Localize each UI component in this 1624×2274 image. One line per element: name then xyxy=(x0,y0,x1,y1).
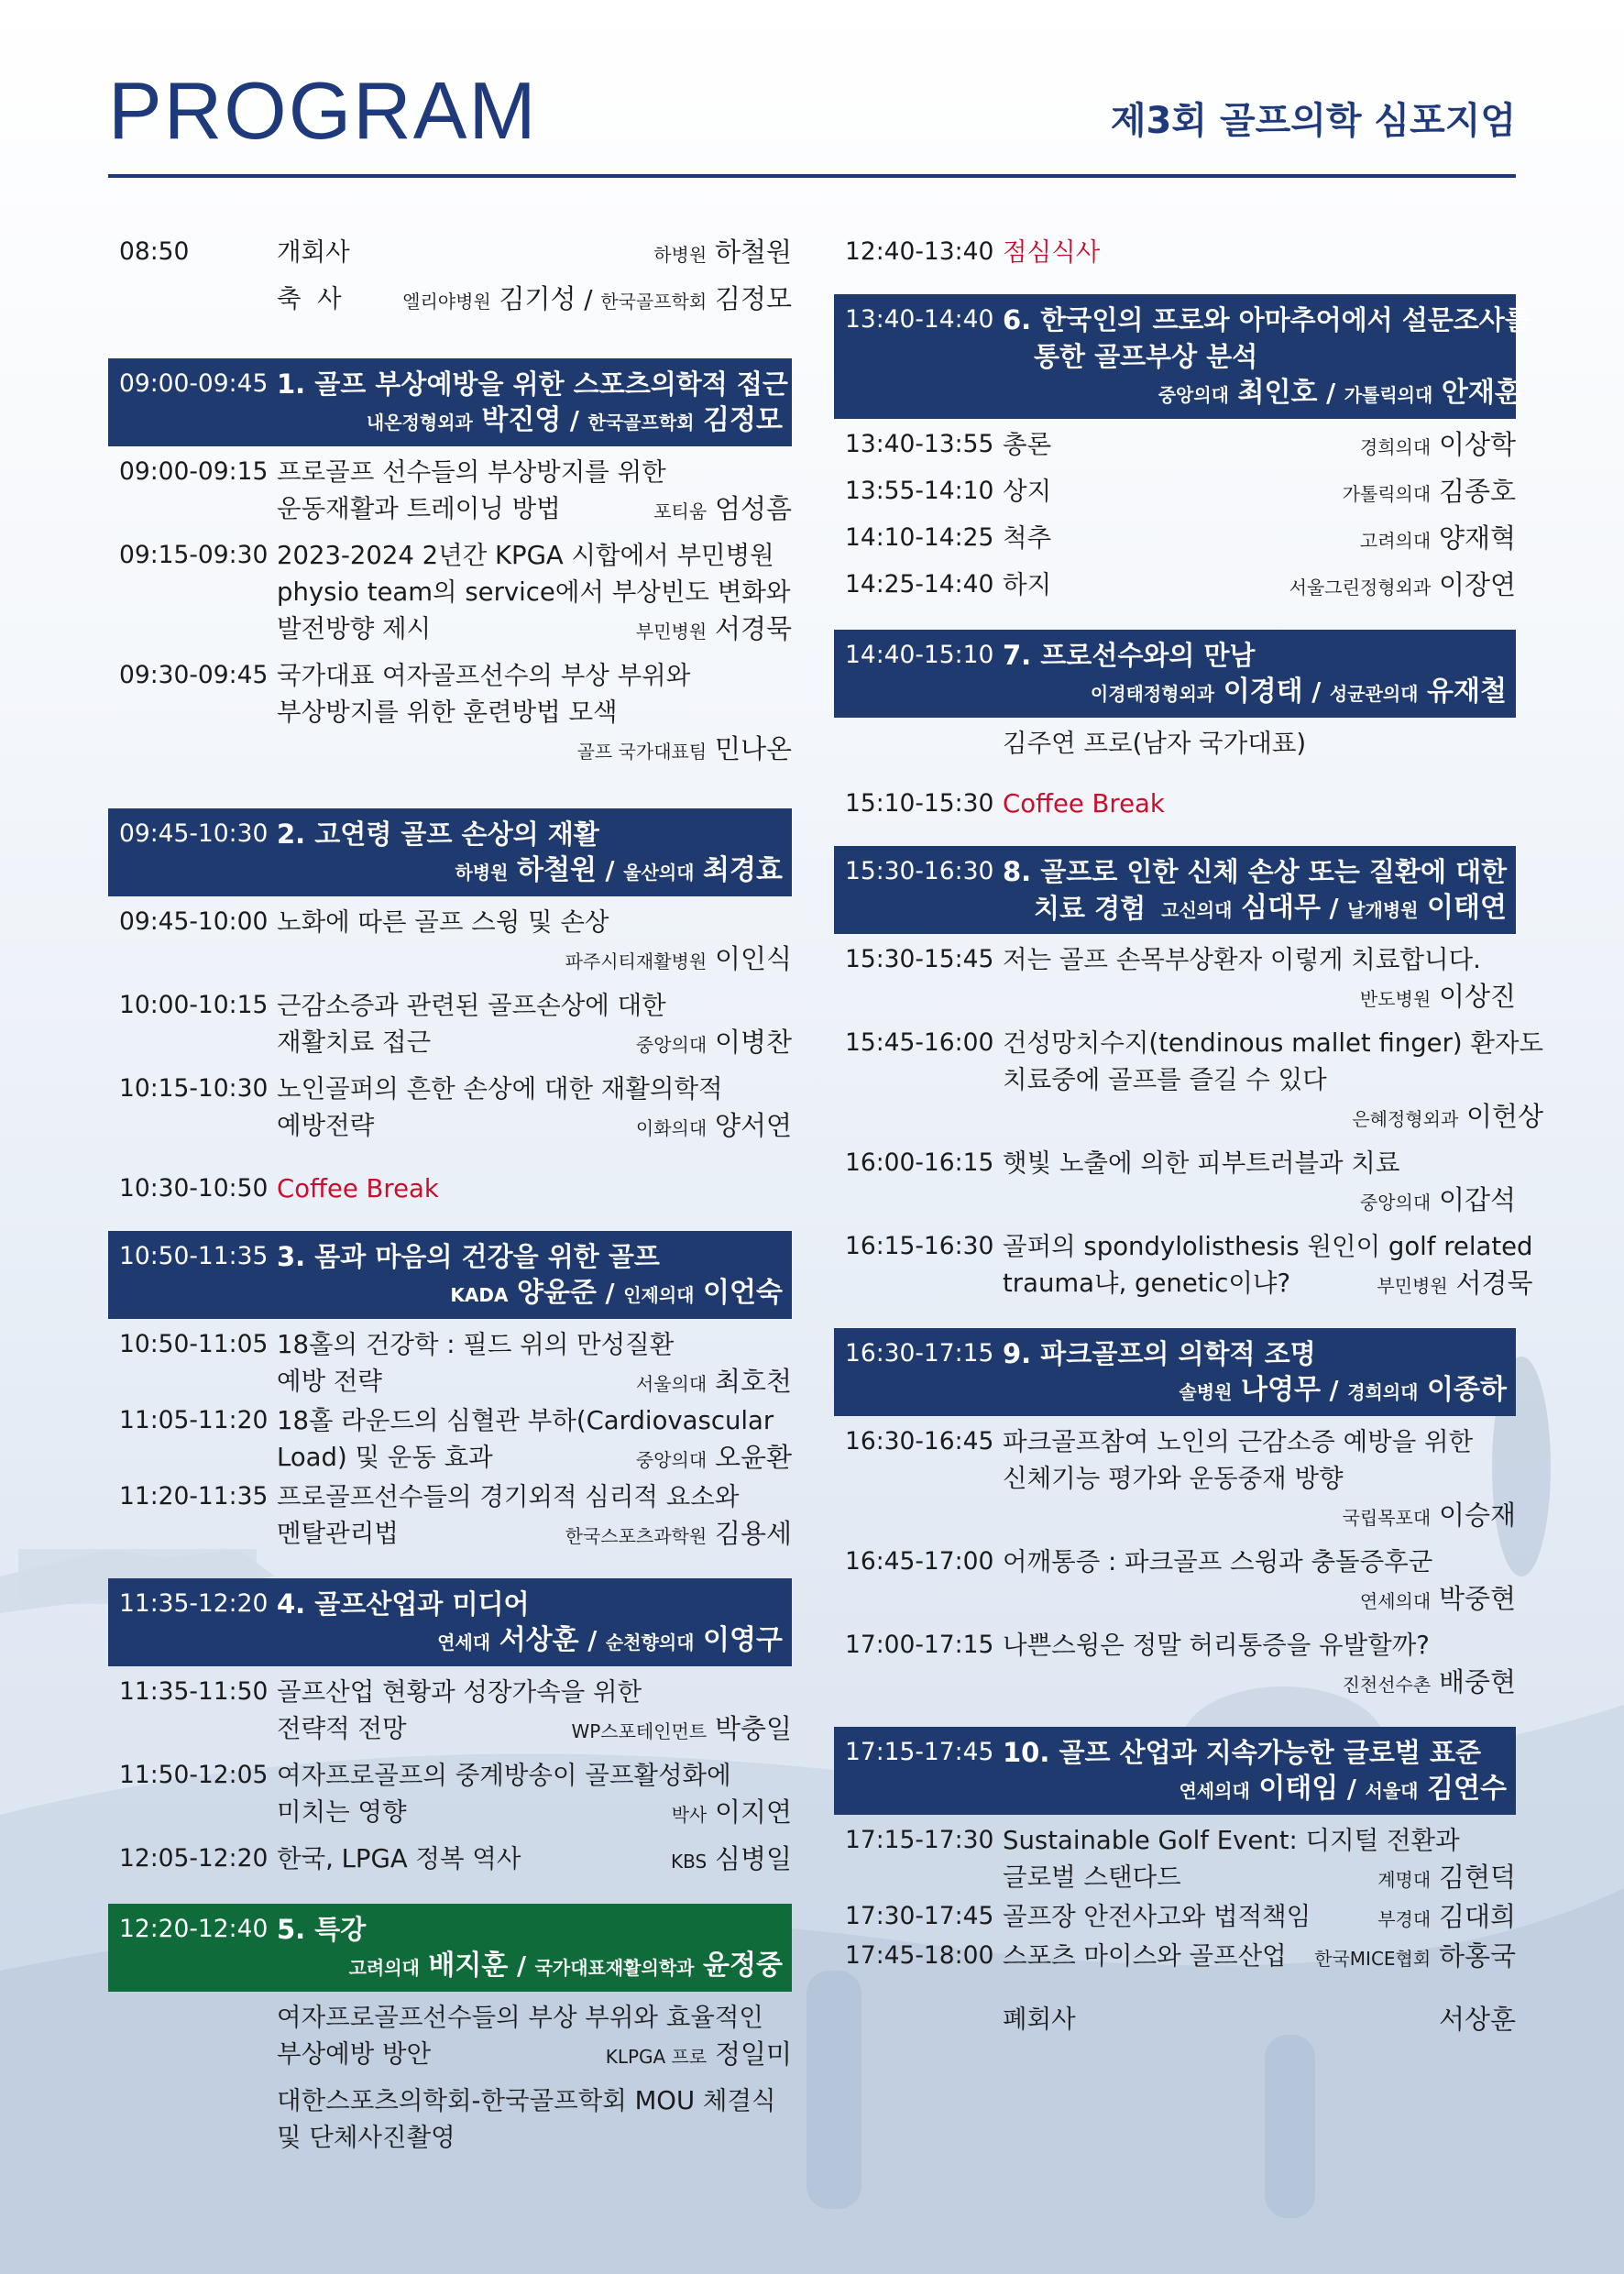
time-slot: 12:40-13:40 xyxy=(845,237,994,266)
talk-row xyxy=(834,941,1516,1017)
talk-title: Load) 및 운동 효과 xyxy=(277,1443,493,1472)
speaker-name: 이승재 xyxy=(1438,1500,1516,1531)
speaker-name: 양서연 xyxy=(714,1110,792,1141)
talk-title: 전략적 전망 xyxy=(277,1714,407,1743)
talk-title: physio team의 service에서 부상빈도 변화와 xyxy=(277,577,791,607)
time-slot: 09:45-10:00 xyxy=(119,907,269,936)
speaker-name: 김대희 xyxy=(1438,1901,1516,1932)
time-slot: 16:00-16:15 xyxy=(845,1148,994,1177)
speaker-name: 이장연 xyxy=(1438,569,1516,600)
speaker-affiliation: 중앙의대 xyxy=(1158,384,1229,406)
speaker-affiliation: 포티움 xyxy=(653,500,708,522)
item-label: 축 사 xyxy=(277,284,342,313)
speaker-name: 이갑석 xyxy=(1438,1184,1516,1215)
speaker-affiliation: 성균관의대 xyxy=(1329,683,1419,705)
talk-row xyxy=(834,566,1516,606)
talk-row xyxy=(108,1999,792,2075)
speaker-name: 이헌상 xyxy=(1466,1101,1544,1132)
talk-row xyxy=(834,1423,1516,1536)
speaker-name: 안재훈 xyxy=(1441,377,1521,409)
speaker-name: 이태임 xyxy=(1258,1773,1339,1805)
talk-row xyxy=(834,1025,1544,1137)
speaker-affiliation: 부민병원 xyxy=(1377,1275,1448,1297)
speaker-affiliation: 울산의대 xyxy=(623,862,695,884)
speaker-affiliation: 한국골프학회 xyxy=(600,291,708,313)
talk-row xyxy=(108,1757,792,1833)
speaker-affiliation: 부경대 xyxy=(1377,1908,1432,1930)
talk-title: 어깨통증 : 파크골프 스윙과 충돌증후군 xyxy=(1003,1547,1433,1576)
talk-title: 재활치료 접근 xyxy=(277,1027,432,1057)
time-slot: 17:30-17:45 xyxy=(845,1902,994,1930)
speaker-name: 최경효 xyxy=(703,854,783,886)
speaker-affiliation: 솔병원 xyxy=(1179,1381,1233,1403)
talk-title: 신체기능 평가와 운동중재 방향 xyxy=(1003,1464,1344,1493)
speaker-affiliation: 중앙의대 xyxy=(635,1034,708,1056)
speaker-affiliation: 서울대 xyxy=(1365,1780,1419,1802)
talk-title: 대한스포츠의학회-한국골프학회 MOU 체결식 xyxy=(277,2086,776,2115)
speaker-name: 이경태 xyxy=(1223,676,1303,708)
talk-row xyxy=(108,454,792,530)
item-label: 점심식사 xyxy=(1003,237,1101,267)
speaker-name: 양재혁 xyxy=(1438,522,1516,554)
speaker-name: 심병일 xyxy=(714,1843,792,1874)
speaker-affiliation: 인제의대 xyxy=(623,1284,695,1306)
time-slot: 09:30-09:45 xyxy=(119,661,269,689)
session-3-header: 10:50-11:35 3. 몸과 마음의 건강을 위한 골프 KADA 양윤준 / 인제의대 이언숙 xyxy=(108,1231,792,1319)
speaker-affiliation: 골프 국가대표팀 xyxy=(576,741,708,763)
speaker-name: 양윤준 xyxy=(517,1277,597,1309)
talk-row xyxy=(834,1627,1516,1703)
time-slot: 12:20-12:40 xyxy=(119,1915,269,1943)
speaker-affiliation: 국가대표재활의학과 xyxy=(534,1957,695,1979)
time-slot: 08:50 xyxy=(119,237,190,266)
speaker-name: 김정모 xyxy=(714,283,792,314)
left-column xyxy=(108,234,792,2156)
time-slot: 10:00-10:15 xyxy=(119,991,269,1019)
time-slot: 13:40-13:55 xyxy=(845,430,994,458)
talk-title: 파크골프참여 노인의 근감소증 예방을 위한 xyxy=(1003,1427,1474,1456)
speaker-name: 서상훈 xyxy=(1438,2004,1516,2035)
session-title: 7. 프로선수와의 만남 xyxy=(1003,640,1256,671)
talk-row xyxy=(108,1840,792,1880)
session-9-header: 16:30-17:15 9. 파크골프의 의학적 조명 솔병원 나영무 / 경희의대 이종하 xyxy=(834,1328,1516,1416)
talk-title: 및 단체사진촬영 xyxy=(277,2123,455,2152)
speaker-affiliation: 고려의대 xyxy=(1359,530,1432,552)
talk-title: 여자프로골프선수들의 부상 부위와 효율적인 xyxy=(277,2003,763,2032)
speaker-affiliation: 반도병원 xyxy=(1359,988,1432,1010)
event-subtitle: 제3회 골프의학 심포지엄 xyxy=(1110,100,1516,142)
session-title: 8. 골프로 인한 신체 손상 또는 질환에 대한 xyxy=(1003,856,1508,887)
speaker-affiliation: 서울의대 xyxy=(635,1373,708,1395)
speaker-name: 김정모 xyxy=(703,404,783,436)
speaker-name: 김기성 xyxy=(499,283,576,314)
speaker-affiliation: 중앙의대 xyxy=(635,1449,708,1471)
speaker-affiliation: 연세의대 xyxy=(1359,1590,1432,1612)
speaker-affiliation: 계명대 xyxy=(1377,1869,1432,1891)
session-4-header: 11:35-12:20 4. 골프산업과 미디어 연세대 서상훈 / 순천향의대 이영구 xyxy=(108,1578,792,1666)
speaker-name: 김현덕 xyxy=(1438,1862,1516,1893)
speaker-affiliation: 고려의대 xyxy=(348,1957,420,1979)
speaker-name: 서경묵 xyxy=(714,613,792,644)
speaker-name: 유재철 xyxy=(1427,676,1507,708)
time-slot: 09:45-10:30 xyxy=(119,819,269,848)
speaker-name: 이종하 xyxy=(1427,1374,1507,1406)
talk-title: 노인골퍼의 흔한 손상에 대한 재활의학적 xyxy=(277,1074,723,1104)
talk-row xyxy=(834,1145,1516,1221)
talk-row xyxy=(108,2082,792,2156)
speaker-name: 오윤환 xyxy=(714,1442,792,1473)
guest-row xyxy=(834,725,1516,762)
time-slot: 16:15-16:30 xyxy=(845,1232,994,1260)
right-column xyxy=(834,234,1544,2038)
time-slot: 10:50-11:35 xyxy=(119,1242,269,1270)
speaker-affiliation: 서울그린정형외과 xyxy=(1289,577,1432,599)
talk-title: 척추 xyxy=(1003,523,1052,553)
time-slot: 09:00-09:45 xyxy=(119,369,269,398)
talk-row xyxy=(108,537,792,650)
session-10-header: 17:15-17:45 10. 골프 산업과 지속가능한 글로벌 표준 연세의대 이태임 / 서울대 김연수 xyxy=(834,1727,1516,1815)
talk-title: 상지 xyxy=(1003,477,1052,506)
header-divider xyxy=(108,174,1516,178)
talk-title: 치료중에 골프를 즐길 수 있다 xyxy=(1003,1065,1327,1094)
session-8-header: 15:30-16:30 8. 골프로 인한 신체 손상 또는 질환에 대한 치료 경험 고신의대 심대무 / 날개병원 이태연 xyxy=(834,846,1516,934)
speaker-name: 김용세 xyxy=(714,1518,792,1549)
speaker-affiliation: KADA xyxy=(450,1284,509,1306)
speaker-affiliation: 경희의대 xyxy=(1347,1381,1419,1403)
session-1-header: 09:00-09:45 1. 골프 부상예방을 위한 스포츠의학적 접근 내온정형외과 박진영 / 한국골프학회 김정모 xyxy=(108,358,792,446)
time-slot: 09:00-09:15 xyxy=(119,457,269,486)
time-slot: 11:20-11:35 xyxy=(119,1482,269,1511)
session-5-header: 12:20-12:40 5. 특강 고려의대 배지훈 / 국가대표재활의학과 윤정중 xyxy=(108,1904,792,1992)
speaker-name: 하철원 xyxy=(517,854,597,886)
talk-row xyxy=(108,1402,792,1478)
session-title: 통한 골프부상 분석 xyxy=(1034,341,1258,372)
speaker-affiliation: 연세의대 xyxy=(1179,1780,1250,1802)
talk-row xyxy=(108,1674,792,1750)
talk-row xyxy=(834,1898,1516,1938)
time-slot: 10:15-10:30 xyxy=(119,1074,269,1103)
talk-title: 햇빛 노출에 의한 피부트러블과 치료 xyxy=(1003,1148,1400,1178)
time-slot: 12:05-12:20 xyxy=(119,1844,269,1873)
speaker-name: 이언숙 xyxy=(703,1277,783,1309)
time-slot: 11:50-12:05 xyxy=(119,1761,269,1789)
speaker-affiliation: 연세대 xyxy=(437,1631,491,1653)
talk-row xyxy=(108,904,792,980)
speaker-affiliation: 하병원 xyxy=(455,862,509,884)
talk-title: 골프산업 현황과 성장가속을 위한 xyxy=(277,1677,642,1707)
time-slot: 11:35-12:20 xyxy=(119,1589,269,1618)
time-slot: 10:30-10:50 xyxy=(119,1174,269,1203)
time-slot: 17:00-17:15 xyxy=(845,1631,994,1659)
session-title: 2. 고연령 골프 손상의 재활 xyxy=(277,818,599,850)
time-slot: 11:05-11:20 xyxy=(119,1406,269,1434)
talk-title: 발전방향 제시 xyxy=(277,614,432,643)
session-6-header: 13:40-14:40 6. 한국인의 프로와 아마추어에서 설문조사를 통한 골프부상 분석 중앙의대 최인호 / 가톨릭의대 안재훈 xyxy=(834,294,1516,419)
speaker-name: 박진영 xyxy=(481,404,562,436)
speaker-affiliation: 순천향의대 xyxy=(605,1631,695,1653)
talk-title: 스포츠 마이스와 골프산업 xyxy=(1003,1941,1287,1971)
speaker-name: 심대무 xyxy=(1241,892,1321,924)
talk-title: Sustainable Golf Event: 디지털 전환과 xyxy=(1003,1826,1460,1855)
talk-row xyxy=(834,1822,1516,1898)
speaker-name: 정일미 xyxy=(714,2038,792,2070)
time-slot: 15:10-15:30 xyxy=(845,789,994,818)
coffee-break-row xyxy=(834,785,1516,822)
speaker-name: 윤정중 xyxy=(703,1950,783,1982)
speaker-name: 이인식 xyxy=(714,943,792,974)
congrats-row: 축 사 엘리야병원 김기성 / 한국골프학회 김정모 xyxy=(108,280,792,320)
speaker-name: 최인호 xyxy=(1237,377,1318,409)
talk-title: trauma냐, genetic이냐? xyxy=(1003,1269,1291,1298)
time-slot: 17:15-17:30 xyxy=(845,1826,994,1854)
text: 김주연 프로(남자 국가대표) xyxy=(1003,729,1307,758)
talk-title: 노화에 따른 골프 스윙 및 손상 xyxy=(277,907,609,937)
item-label: 개회사 xyxy=(277,237,350,267)
time-slot: 13:55-14:10 xyxy=(845,477,994,505)
session-2-header: 09:45-10:30 2. 고연령 골프 손상의 재활 하병원 하철원 / 울산의대 최경효 xyxy=(108,808,792,896)
time-slot: 14:40-15:10 xyxy=(845,641,994,669)
speaker-name: 나영무 xyxy=(1241,1374,1321,1406)
talk-title: 저는 골프 손목부상환자 이렇게 치료합니다. xyxy=(1003,945,1481,974)
talk-row xyxy=(108,1071,792,1147)
speaker-name: 이병찬 xyxy=(714,1027,792,1058)
item-label: 폐회사 xyxy=(1003,2005,1076,2034)
time-slot: 14:10-14:25 xyxy=(845,523,994,552)
time-slot: 17:45-18:00 xyxy=(845,1941,994,1970)
speaker-name: 배지훈 xyxy=(428,1950,509,1982)
time-slot: 15:30-15:45 xyxy=(845,945,994,973)
talk-title: 18홀의 건강학 : 필드 위의 만성질환 xyxy=(277,1330,675,1359)
session-7-header: 14:40-15:10 7. 프로선수와의 만남 이경태정형외과 이경태 / 성균관의대 유재철 xyxy=(834,630,1516,718)
speaker-affiliation: 국립목포대 xyxy=(1342,1507,1432,1529)
talk-title: 총론 xyxy=(1003,430,1052,459)
speaker-affiliation: WP스포테인먼트 xyxy=(571,1720,708,1742)
talk-title: 골프장 안전사고와 법적책임 xyxy=(1003,1902,1311,1931)
speaker-affiliation: 파주시티재활병원 xyxy=(565,950,708,972)
time-slot: 16:30-17:15 xyxy=(845,1339,994,1368)
session-title: 3. 몸과 마음의 건강을 위한 골프 xyxy=(277,1241,660,1272)
talk-title: 글로벌 스탠다드 xyxy=(1003,1862,1181,1892)
speaker-affiliation: 경희의대 xyxy=(1359,436,1432,458)
speaker-name: 이상학 xyxy=(1438,429,1516,460)
speaker-affiliation: 이화의대 xyxy=(635,1117,708,1139)
speaker-name: 엄성흠 xyxy=(714,493,792,524)
session-title: 6. 한국인의 프로와 아마추어에서 설문조사를 xyxy=(1003,304,1531,335)
time-slot: 09:15-09:30 xyxy=(119,541,269,569)
talk-row xyxy=(108,1326,792,1402)
talk-row xyxy=(108,1478,792,1554)
session-title: 1. 골프 부상예방을 위한 스포츠의학적 접근 xyxy=(277,368,788,400)
session-title: 10. 골프 산업과 지속가능한 글로벌 표준 xyxy=(1003,1737,1482,1768)
opening-row xyxy=(108,234,792,273)
speaker-affiliation: 한국MICE협회 xyxy=(1314,1948,1432,1970)
speaker-affiliation: 내온정형외과 xyxy=(366,412,473,434)
speaker-affiliation: 한국골프학회 xyxy=(587,412,695,434)
talk-row xyxy=(834,1228,1533,1304)
item-label: Coffee Break xyxy=(1003,789,1165,818)
session-title: 9. 파크골프의 의학적 조명 xyxy=(1003,1338,1316,1369)
talk-title: 프로골프 선수들의 부상방지를 위한 xyxy=(277,457,666,487)
time-slot: 15:45-16:00 xyxy=(845,1028,994,1057)
time-slot: 15:30-16:30 xyxy=(845,857,994,885)
time-slot: 10:50-11:05 xyxy=(119,1330,269,1358)
talk-title: 여자프로골프의 중계방송이 골프활성화에 xyxy=(277,1761,731,1790)
speaker-affiliation: 한국스포츠과학원 xyxy=(565,1525,708,1547)
talk-title: 멘탈관리법 xyxy=(277,1519,399,1548)
speaker-name: 하철원 xyxy=(714,236,792,268)
speaker-name: 박충일 xyxy=(714,1713,792,1744)
talk-title: 건성망치수지(tendinous mallet finger) 환자도 xyxy=(1003,1028,1544,1058)
session-title: 5. 특강 xyxy=(277,1914,367,1945)
speaker-affiliation: 이경태정형외과 xyxy=(1090,683,1215,705)
speaker-affiliation: KBS xyxy=(671,1851,708,1873)
speaker-name: 최호천 xyxy=(714,1366,792,1397)
speaker-affiliation: 부민병원 xyxy=(635,621,708,643)
talk-title: 근감소증과 관련된 골프손상에 대한 xyxy=(277,991,666,1020)
speaker-name: 배중현 xyxy=(1438,1666,1516,1697)
speaker-affiliation: 가톨릭의대 xyxy=(1344,384,1433,406)
talk-row xyxy=(834,426,1516,466)
coffee-break-row xyxy=(108,1170,792,1207)
closing-row xyxy=(834,2001,1516,2038)
speaker-name: 김종호 xyxy=(1438,476,1516,507)
speaker-affiliation: 진천선수촌 xyxy=(1342,1674,1432,1696)
item-label: Coffee Break xyxy=(277,1174,439,1203)
time-slot: 17:15-17:45 xyxy=(845,1738,994,1766)
talk-row xyxy=(108,657,792,770)
talk-title: 예방전략 xyxy=(277,1111,375,1140)
speaker-affiliation: 하병원 xyxy=(653,244,708,266)
speaker-name: 박중현 xyxy=(1438,1583,1516,1614)
talk-title: 운동재활과 트레이닝 방법 xyxy=(277,494,561,523)
speaker-name: 민나온 xyxy=(714,733,792,764)
speaker-affiliation: KLPGA 프로 xyxy=(605,2046,708,2068)
speaker-name: 하홍국 xyxy=(1438,1940,1516,1972)
speaker-name: 이태연 xyxy=(1427,892,1507,924)
time-slot: 14:25-14:40 xyxy=(845,570,994,599)
speaker-name: 서상훈 xyxy=(499,1624,579,1656)
time-slot: 16:45-17:00 xyxy=(845,1547,994,1576)
speaker-affiliation: 고신의대 xyxy=(1161,899,1233,921)
session-title: 4. 골프산업과 미디어 xyxy=(277,1588,530,1620)
talk-row xyxy=(834,1938,1516,1977)
speaker-name: 김연수 xyxy=(1427,1773,1507,1805)
talk-title: 미치는 영향 xyxy=(277,1797,407,1827)
talk-title: 예방 전략 xyxy=(277,1367,383,1396)
talk-title: 부상방지를 위한 훈련방법 모색 xyxy=(277,698,618,727)
speaker-affiliation: 엘리야병원 xyxy=(402,291,491,313)
time-slot: 16:30-16:45 xyxy=(845,1427,994,1456)
talk-title: 18홀 라운드의 심혈관 부하(Cardiovascular xyxy=(277,1406,774,1435)
speaker-name: 이영구 xyxy=(703,1624,783,1656)
speaker-name: 이지연 xyxy=(714,1796,792,1828)
speaker-name: 서경묵 xyxy=(1455,1268,1533,1299)
talk-row xyxy=(108,987,792,1063)
speaker-affiliation: 날개병원 xyxy=(1347,899,1419,921)
speaker-affiliation: 가톨릭의대 xyxy=(1342,483,1432,505)
session-title: 치료 경험 xyxy=(1034,893,1147,924)
speaker-affiliation: 은혜정형외과 xyxy=(1352,1108,1459,1130)
time-slot: 13:40-14:40 xyxy=(845,305,994,334)
talk-title: 나쁜스윙은 정말 허리통증을 유발할까? xyxy=(1003,1631,1430,1660)
speaker-affiliation: 박사 xyxy=(671,1804,708,1826)
speaker-affiliation: 중앙의대 xyxy=(1359,1192,1432,1214)
speaker-name: 이상진 xyxy=(1438,981,1516,1012)
talk-title: 하지 xyxy=(1003,570,1052,599)
talk-row xyxy=(834,520,1516,559)
talk-row xyxy=(834,1543,1516,1620)
talk-row xyxy=(834,473,1516,512)
time-slot: 11:35-11:50 xyxy=(119,1677,269,1706)
page-title: PROGRAM xyxy=(108,65,538,156)
lunch-row xyxy=(834,234,1516,270)
talk-title: 국가대표 여자골프선수의 부상 부위와 xyxy=(277,661,691,690)
talk-title: 프로골프선수들의 경기외적 심리적 요소와 xyxy=(277,1482,740,1511)
talk-title: 한국, LPGA 정복 역사 xyxy=(277,1844,521,1873)
talk-title: 골퍼의 spondylolisthesis 원인이 golf related xyxy=(1003,1232,1533,1261)
talk-title: 2023-2024 2년간 KPGA 시합에서 부민병원 xyxy=(277,541,774,570)
talk-title: 부상예방 방안 xyxy=(277,2039,432,2069)
